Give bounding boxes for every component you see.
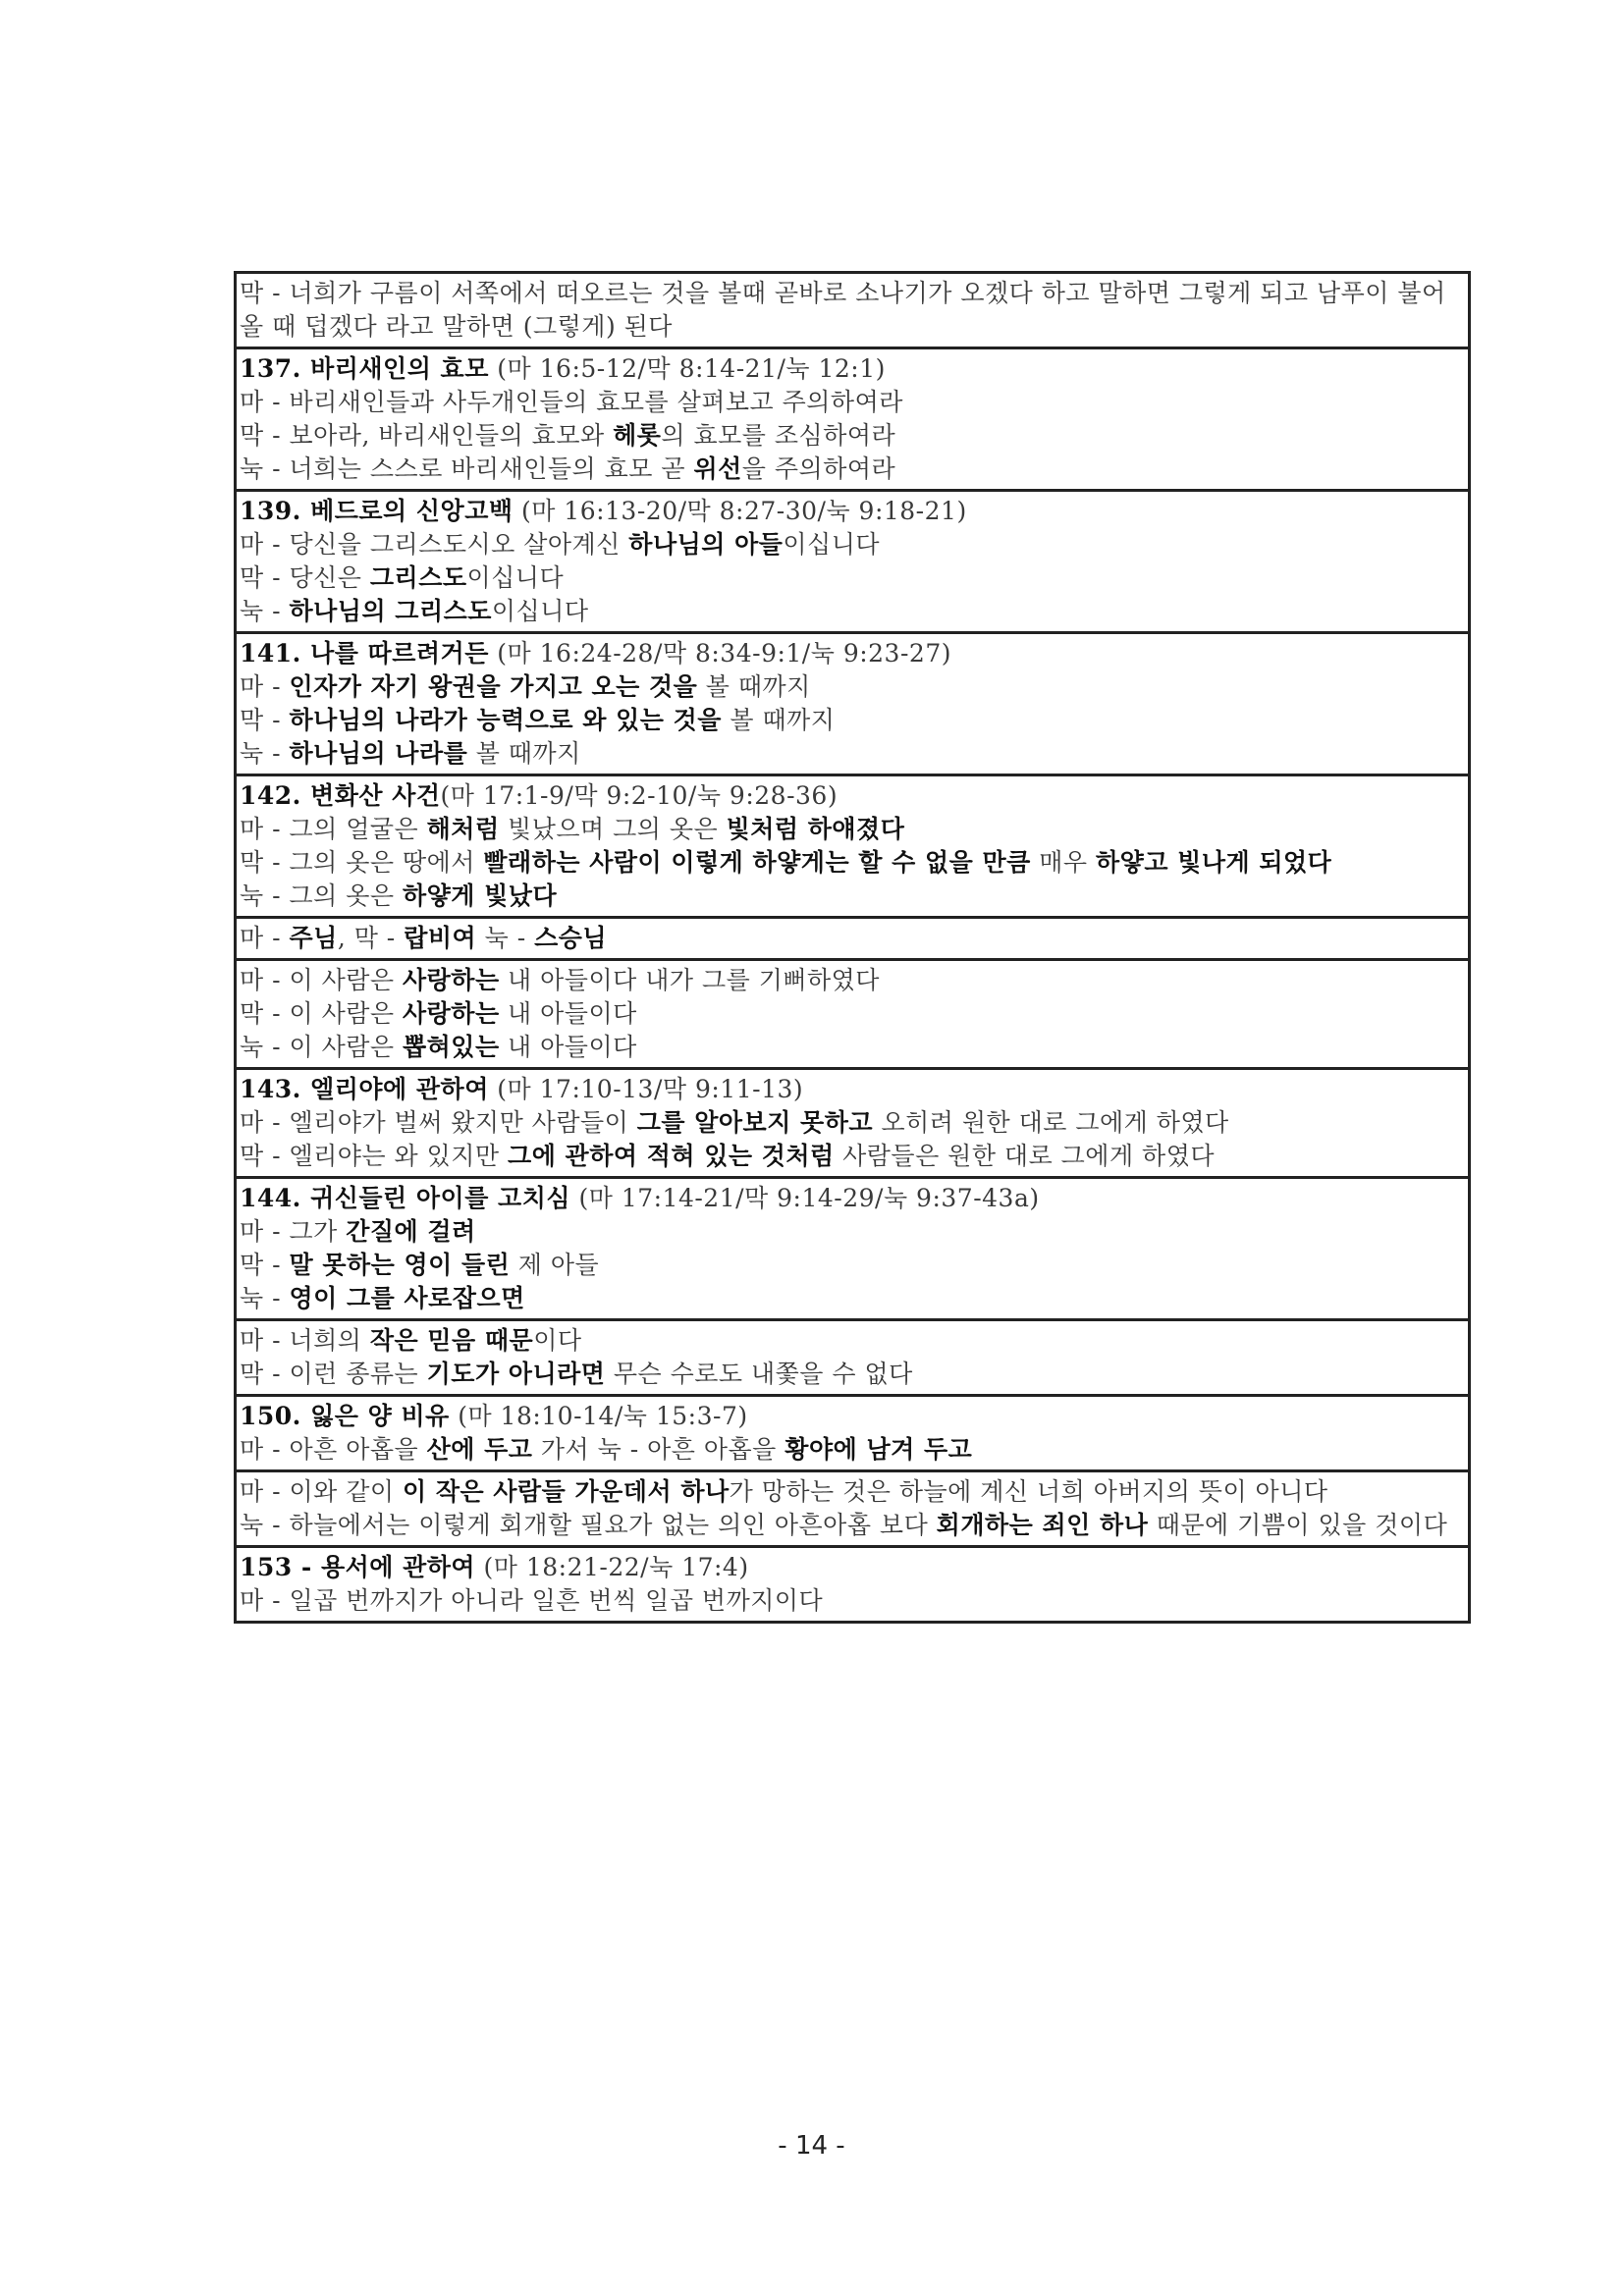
emphasis-text: 인자가 자기 왕권을 가지고 오는 것을 [289,672,698,701]
emphasis-text: 하얗게 빛났다 [403,881,558,910]
emphasis-text: 150. 잃은 양 비유 [240,1402,450,1430]
table-cell [236,1178,1470,1320]
text-segment: (마 17:1-9/막 9:2-10/눅 9:28-36) [440,781,839,810]
text-segment: 마 - 이 사람은 [240,966,403,994]
text-segment: 눅 - 그의 옷은 [240,881,403,910]
text-line [240,670,1465,704]
text-line [240,1215,1465,1249]
text-line [240,1433,1465,1467]
emphasis-text: 그에 관하여 적혀 있는 것처럼 [508,1142,835,1170]
table-row [236,348,1470,491]
table-row [236,1178,1470,1320]
text-segment: 마 - [240,924,290,952]
text-line [240,386,1465,419]
table-row [236,273,1470,348]
emphasis-text: 하나님의 나라가 능력으로 와 있는 것을 [289,706,722,734]
emphasis-text: 빨래하는 사람이 이렇게 하얗게는 할 수 없을 만큼 [483,848,1031,877]
text-segment: 내 아들이다 내가 그를 기뻐하였다 [499,966,880,994]
table-row [236,491,1470,633]
emphasis-text: 하나님의 아들 [628,530,784,559]
text-segment: 마 - 일곱 번까지가 아니라 일흔 번씩 일곱 번까지이다 [240,1586,824,1615]
text-line [240,1400,1465,1433]
table-row [236,1320,1470,1396]
text-segment: 때문에 기쁨이 있을 것이다 [1148,1511,1448,1539]
text-segment: 마 - 이와 같이 [240,1477,403,1506]
text-segment: (마 17:14-21/막 9:14-29/눅 9:37-43a) [570,1184,1040,1212]
text-line [240,704,1465,737]
text-segment: 마 - 당신을 그리스도시오 살아계신 [240,530,629,559]
text-segment: 이십니다 [491,597,589,625]
text-segment: 이다 [533,1326,582,1355]
table-row [236,918,1470,960]
text-line [240,453,1465,486]
emphasis-text: 회개하는 죄인 하나 [936,1511,1149,1539]
text-line [240,1182,1465,1215]
emphasis-text: 뽑혀있는 [403,1033,500,1061]
emphasis-text: 말 못하는 영이 들린 [289,1251,511,1279]
text-segment: 눅 - [240,1284,290,1312]
text-line [240,1282,1465,1315]
text-segment: 가 망하는 것은 하늘에 계신 너희 아버지의 뜻이 아니다 [729,1477,1328,1506]
text-segment: 내 아들이다 [499,1033,637,1061]
table-cell [236,491,1470,633]
text-line [240,1551,1465,1584]
text-segment: 을 주의하여라 [741,454,896,483]
text-segment: (마 17:10-13/막 9:11-13) [488,1075,804,1103]
emphasis-text: 137. 바리새인의 효모 [240,354,489,383]
text-line [240,528,1465,561]
text-segment: 막 - 이런 종류는 [240,1360,427,1388]
text-segment: (마 18:21-22/눅 17:4) [475,1553,749,1581]
emphasis-text: 해처럼 [426,815,500,843]
table-body [236,273,1470,1623]
emphasis-text: 사랑하는 [403,999,500,1028]
text-segment: 사람들은 원한 대로 그에게 하였다 [834,1142,1216,1170]
emphasis-text: 위선 [693,454,742,483]
emphasis-text: 사랑하는 [403,966,500,994]
emphasis-text: 그리스도 [369,563,467,592]
text-segment: 마 - 그가 [240,1217,347,1246]
text-segment: 내 아들이다 [499,999,637,1028]
table-cell [236,1069,1470,1178]
table-cell [236,273,1470,348]
table-row [236,775,1470,918]
emphasis-text: 153 - 용서에 관하여 [240,1553,476,1581]
table-row [236,633,1470,775]
text-segment: 제 아들 [510,1251,600,1279]
text-line [240,419,1465,453]
text-segment: 막 - [240,1251,290,1279]
text-line [240,964,1465,997]
text-line [240,997,1465,1031]
emphasis-text: 하나님의 그리스도 [289,597,492,625]
text-line [240,1358,1465,1391]
text-line [240,1073,1465,1106]
text-segment: 눅 - [476,924,535,952]
table-cell [236,918,1470,960]
text-line [240,637,1465,670]
text-segment: (마 16:24-28/막 8:34-9:1/눅 9:23-27) [488,639,951,667]
text-segment: 마 - 엘리야가 벌써 왔지만 사람들이 [240,1108,637,1137]
text-segment: 마 - 너희의 [240,1326,370,1355]
emphasis-text: 144. 귀신들린 아이를 고치심 [240,1184,571,1212]
text-segment: (마 16:5-12/막 8:14-21/눅 12:1) [488,354,886,383]
emphasis-text: 142. 변화산 사건 [240,781,441,810]
table-row [236,1547,1470,1623]
text-segment: 막 - 너희가 구름이 서쪽에서 떠오르는 것을 볼때 곧바로 소나기가 오겠다 하고 말하면 그렇게 되고 남푸이 불어올 때 덥겠다 라고 말하면 (그렇게) 된다 [240,279,1446,341]
text-line [240,1249,1465,1282]
emphasis-text: 황야에 남겨 두고 [784,1435,973,1464]
text-segment: 막 - 이 사람은 [240,999,403,1028]
text-line [240,737,1465,771]
text-segment: 매우 [1030,848,1097,877]
emphasis-text: 간질에 걸려 [346,1217,476,1246]
text-line [240,813,1465,846]
table-cell [236,960,1470,1069]
table-cell [236,1396,1470,1471]
emphasis-text: 작은 믿음 때문 [369,1326,534,1355]
emphasis-text: 기도가 아니라면 [426,1360,606,1388]
table-cell [236,633,1470,775]
text-line [240,595,1465,628]
text-segment: (마 18:10-14/눅 15:3-7) [449,1402,748,1430]
text-segment: 막 - 당신은 [240,563,370,592]
text-segment: 눅 - [240,739,290,768]
table-cell [236,1320,1470,1396]
emphasis-text: 143. 엘리야에 관하여 [240,1075,489,1103]
emphasis-text: 139. 베드로의 신앙고백 [240,497,514,525]
text-segment: 오히려 원한 대로 그에게 하였다 [873,1108,1229,1137]
text-line [240,1140,1465,1173]
text-line [240,277,1465,344]
text-line [240,495,1465,528]
emphasis-text: 랍비여 [404,924,477,952]
text-line [240,1106,1465,1140]
text-segment: 눅 - [240,597,290,625]
text-segment: 무슨 수로도 내쫓을 수 없다 [605,1360,913,1388]
text-line [240,880,1465,913]
text-segment: 가서 눅 - 아흔 아홉을 [532,1435,785,1464]
text-segment: 이십니다 [466,563,565,592]
table-row [236,960,1470,1069]
emphasis-text: 그를 알아보지 못하고 [636,1108,873,1137]
text-segment: 이십니다 [783,530,881,559]
table-row [236,1069,1470,1178]
text-segment: (마 16:13-20/막 8:27-30/눅 9:18-21) [513,497,967,525]
text-segment: 눅 - 하늘에서는 이렇게 회개할 필요가 없는 의인 아흔아홉 보다 [240,1511,937,1539]
text-segment: 볼 때까지 [467,739,581,768]
text-line [240,1509,1465,1542]
text-line [240,1031,1465,1064]
text-segment: 눅 - 이 사람은 [240,1033,403,1061]
text-segment: 막 - 그의 옷은 땅에서 [240,848,484,877]
text-segment: 마 - [240,672,290,701]
table-row [236,1471,1470,1547]
page-number: - 14 - [778,2131,845,2161]
text-segment: 마 - 그의 얼굴은 [240,815,427,843]
text-line [240,779,1465,813]
table-cell [236,348,1470,491]
text-segment: 막 - 보아라, 바리새인들의 효모와 [240,421,614,450]
text-segment: 마 - 바리새인들과 사두개인들의 효모를 살펴보고 주의하여라 [240,388,903,416]
text-segment: 막 - 엘리야는 와 있지만 [240,1142,509,1170]
emphasis-text: 이 작은 사람들 가운데서 하나 [403,1477,730,1506]
emphasis-text: 141. 나를 따르려거든 [240,639,489,667]
text-segment: 막 - [240,706,290,734]
text-segment: 볼 때까지 [721,706,836,734]
text-line [240,352,1465,386]
text-line [240,922,1465,955]
emphasis-text: 하나님의 나라를 [289,739,468,768]
emphasis-text: 주님 [289,924,338,952]
emphasis-text: 산에 두고 [426,1435,533,1464]
table-row [236,1396,1470,1471]
table-cell [236,775,1470,918]
content-table [234,271,1471,1624]
text-segment: 마 - 아흔 아홉을 [240,1435,427,1464]
table-cell [236,1547,1470,1623]
emphasis-text: 하얗고 빛나게 되었다 [1096,848,1332,877]
text-line [240,1475,1465,1509]
table-cell [236,1471,1470,1547]
emphasis-text: 헤롯 [613,421,662,450]
text-segment: , 막 - [337,924,405,952]
text-segment: 빛났으며 그의 옷은 [499,815,727,843]
text-line [240,561,1465,595]
text-line [240,1324,1465,1358]
text-segment: 볼 때까지 [697,672,811,701]
text-segment: 의 효모를 조심하여라 [661,421,896,450]
emphasis-text: 영이 그를 사로잡으면 [289,1284,525,1312]
text-line [240,1584,1465,1618]
text-segment: 눅 - 너희는 스스로 바리새인들의 효모 곧 [240,454,694,483]
emphasis-text: 빛처럼 하얘졌다 [726,815,905,843]
text-line [240,846,1465,880]
emphasis-text: 스승님 [534,924,608,952]
